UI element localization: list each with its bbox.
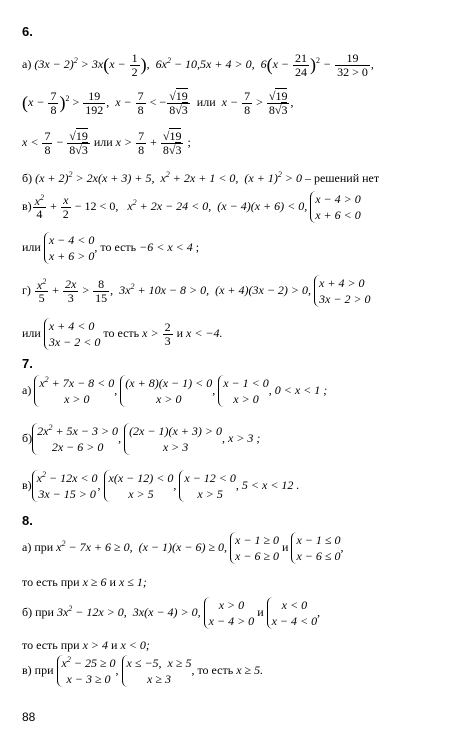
when-text: при [34,539,54,554]
problem-6v-line2: или x − 4 < 0 x + 6 > 0 , то есть −6 < x < 4 ; [22,233,200,264]
problem-6a-line2: (x − $\frac{7}{8}$ )$^2$ > $\frac{19}{192}$ , x − $\frac{7}{8}$ < − $\frac{√19}{8√3}$ или x − $\frac{7}{8}$ > $\frac{√19}{8√3}$ , [22,89,294,117]
or-text: или [93,134,113,149]
problem-7b: б) $2x^2 + 5x - 3 > 0$ 2x − 6 > 0 , (2x − 1)(x + 3) > 0 x > 3 , x > 3 ; [22,423,261,455]
item-v-label: в) [22,477,32,492]
and-text: и [257,604,264,619]
problem-6b: б) $(x + 2)^2 > 2x(x + 3) + 5$, $x^2 + 2x + 1 < 0$, $(x + 1)^2 > 0$ – решений нет [22,170,380,185]
section-8-heading: 8. [22,513,33,528]
that-is-when-text: то есть при [22,575,80,589]
item-b-label: б) [22,171,33,185]
and-text: и [282,539,289,554]
problem-8a-line2: то есть при x ≥ 6 и x ≤ 1; [22,575,147,589]
when-text: при [35,604,54,619]
and-text: и [109,575,116,589]
or-text: или [196,94,216,109]
item-g-label: г) [22,282,31,297]
item-v-label: в) [22,198,32,213]
problem-6g-line2: или x + 4 < 0 3x − 2 < 0 то есть x > $\frac{2}{3}$ и x < −4. [22,319,223,350]
when-text: при [34,662,54,677]
problem-8v: в) при $x^2 - 25 \ge 0$ x − 3 ≥ 0 , x ≤ −5, x ≥ 5 x ≥ 3 , то есть x ≥ 5. [22,655,264,687]
section-7-heading: 7. [22,356,33,371]
item-a-label: а) [22,382,32,397]
item-b-label: б) [22,604,33,619]
and-text: и [111,638,118,652]
that-is-text: то есть [197,662,234,677]
that-is-when-text: то есть при [22,638,80,652]
that-is-text: то есть [100,239,137,254]
problem-6a-line3: x < $\frac{7}{8}$ − $\frac{√19}{8√3}$ или x > $\frac{7}{8}$ + $\frac{√19}{8√3}$ ; [22,129,191,157]
and-text: и [176,325,183,340]
or-text: или [22,239,41,254]
problem-8b-line2: то есть при x > 4 и x < 0; [22,638,150,652]
item-a-label: а) [22,56,32,71]
problem-8b-line1: б) при $3x^2 - 12x > 0$, 3x(x − 4) > 0, x > 0 x − 4 > 0 и x < 0 x − 4 < 0 , [22,598,321,629]
item-v-label: в) [22,662,32,677]
problem-7a: а) $x^2 + 7x - 8 < 0$ x > 0 , (x + 8)(x − 1) < 0 x > 0 , x − 1 < 0 x > 0 , 0 < x < 1 ; [22,375,328,407]
item-a-label: а) [22,539,32,554]
that-is-text: то есть [103,325,140,340]
problem-8a-line1: а) при $x^2 - 7x + 6 \ge 0$, (x − 1)(x − 6) ≥ 0, x − 1 ≥ 0 x − 6 ≥ 0 и x − 1 ≤ 0 x − 6 ≤ 0 , [22,533,344,564]
no-solutions-text: – решений нет [304,171,380,185]
problem-6v-line1: в) $\frac{x^2}{4}$ + $\frac{x}{2}$ − 12 < 0, $x^2 + 2x - 24 < 0$, (x − 4)(x + 6) < 0, x − 4 > 0 x + 6 < 0 [22,192,361,223]
item-b-label: б) [22,430,33,445]
page-number: 88 [22,710,36,724]
section-6-heading: 6. [22,24,33,39]
problem-7v: в) $x^2 - 12x < 0$ 3x − 15 > 0 , x(x − 12) < 0 x > 5 , x − 12 < 0 x > 5 , 5 < x < 12 . [22,470,300,502]
problem-6a-line1: а) $(3x - 2)^2 > 3x(x$ − $\frac{1}{2}$ ), $6x^2 - 10,5x + 4 > 0$, 6(x − $\frac{21}{24}$ )$^2$ − $\frac{19}{32 > 0}$ , [22,51,374,79]
or-text: или [22,325,41,340]
problem-6g-line1: г) $\frac{x^2}{5}$ + $\frac{2x}{3}$ > $\frac{8}{15}$ , $3x^2 + 10x - 8 > 0$, (x + 4)(3x − 2) > 0, x + 4 > 0 3x − 2 > 0 [22,276,371,307]
